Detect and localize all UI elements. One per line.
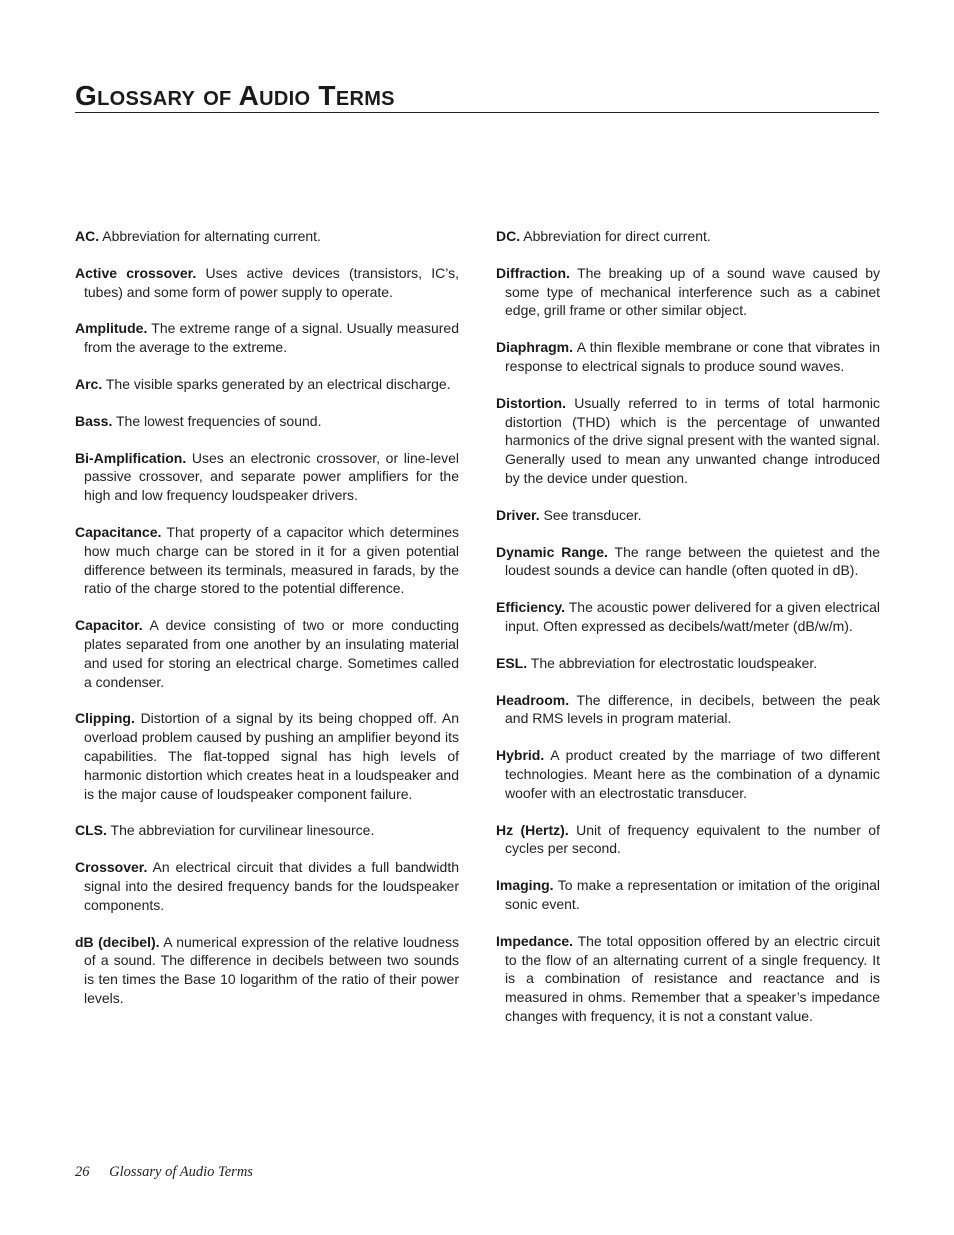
glossary-entry: [496, 876, 880, 914]
glossary-entry: [75, 933, 459, 1008]
glossary-entry: [496, 338, 880, 376]
glossary-definition: An electrical circuit that divides a full bandwidth signal into the desired frequency bands for the loudspeaker components.: [84, 859, 459, 913]
glossary-entry: [496, 746, 880, 802]
glossary-term: Bass.: [75, 412, 113, 429]
glossary-definition: The lowest frequencies of sound.: [116, 412, 322, 429]
glossary-entry: [496, 394, 880, 488]
glossary-term: Impedance.: [496, 932, 574, 949]
glossary-entry: [496, 264, 880, 320]
glossary-definition: The abbreviation for electrostatic loudspeaker.: [530, 654, 818, 671]
glossary-definition: A product created by the marriage of two different technologies. Meant here as the combination of a dynamic woofer with an electrostatic transducer.: [505, 747, 881, 801]
glossary-column-left: [75, 227, 459, 1026]
glossary-entry: [75, 412, 459, 431]
footer-section-title: Glossary of Audio Terms: [109, 1164, 253, 1180]
page-title: Glossary of Audio Terms: [75, 80, 395, 111]
glossary-definition: Uses an electronic crossover, or line-level passive crossover, and separate power amplifiers for the high and low frequency loudspeaker drivers.: [84, 449, 459, 504]
glossary-entry: [496, 506, 880, 525]
page-number: 26: [75, 1164, 90, 1180]
glossary-term: Headroom.: [496, 691, 570, 708]
glossary-entry: [75, 523, 459, 598]
glossary-entry: [75, 858, 459, 914]
glossary-entry: [496, 654, 880, 673]
glossary-definition: A device consisting of two or more conducting plates separated from one another by an insulating material and used for storing an electrical charge. Sometimes called a condenser.: [84, 617, 459, 690]
glossary-entry: [75, 709, 459, 803]
glossary-term: dB (decibel).: [75, 933, 160, 950]
glossary-term: Efficiency.: [496, 599, 565, 616]
glossary-definition: A numerical expression of the relative loudness of a sound. The difference in decibels between two sounds is ten times the Base 10 logarithm of the ratio of their power levels.: [84, 933, 459, 1006]
glossary-entry: [75, 264, 459, 302]
glossary-term: Arc.: [75, 375, 103, 392]
glossary-entry: [75, 616, 459, 691]
glossary-term: Clipping.: [75, 710, 135, 727]
glossary-term: Bi-Amplification.: [75, 449, 187, 466]
glossary-term: Capacitance.: [75, 523, 162, 540]
glossary-definition: Unit of frequency equivalent to the number of cycles per second.: [505, 821, 880, 857]
glossary-entry: [496, 821, 880, 859]
glossary-term: Active crossover.: [75, 264, 197, 281]
glossary-definition: The abbreviation for curvilinear linesource.: [110, 822, 375, 839]
glossary-entry: [75, 319, 459, 357]
glossary-definition: Abbreviation for direct current.: [523, 228, 711, 244]
glossary-definition: A thin flexible membrane or cone that vibrates in response to electrical signals to produce sound waves.: [505, 339, 881, 374]
glossary-term: ESL.: [496, 654, 528, 671]
glossary-term: DC.: [496, 228, 521, 244]
glossary-entry: [496, 932, 880, 1026]
glossary-entry: [75, 227, 459, 246]
glossary-term: Crossover.: [75, 859, 148, 876]
glossary-term: Distortion.: [496, 394, 566, 411]
glossary-definition: The total opposition offered by an electric circuit to the flow of an alternating current of a single frequency. It is a combination of resistance and reactance and is measured in ohms. Remember that a speaker’s impedance changes with frequency, it is not a constant value.: [505, 932, 880, 1024]
glossary-entry: [496, 543, 880, 581]
glossary-definition: The acoustic power delivered for a given electrical input. Often expressed as decibels/watt/meter (dB/w/m).: [505, 599, 880, 634]
glossary-column-right: [496, 227, 880, 1044]
glossary-entry: [75, 821, 459, 840]
glossary-term: Amplitude.: [75, 320, 148, 337]
glossary-definition: The range between the quietest and the loudest sounds a device can handle (often quoted in dB).: [505, 543, 880, 579]
glossary-entry: [75, 449, 459, 505]
glossary-definition: Abbreviation for alternating current.: [102, 228, 321, 244]
glossary-term: Diffraction.: [496, 264, 570, 281]
glossary-term: Driver.: [496, 506, 540, 523]
glossary-term: Hz (Hertz).: [496, 821, 569, 838]
page-header: [75, 78, 879, 113]
glossary-definition: The extreme range of a signal. Usually measured from the average to the extreme.: [84, 320, 459, 356]
glossary-term: Capacitor.: [75, 617, 143, 634]
glossary-definition: Uses active devices (transistors, IC’s, tubes) and some form of power supply to operate.: [84, 264, 459, 300]
glossary-entry: [496, 227, 880, 246]
glossary-term: Hybrid.: [496, 747, 545, 764]
glossary-definition: That property of a capacitor which determines how much charge can be stored in it for a given potential difference between its terminals, measured in farads, by the ratio of the charge stored to the potential difference.: [84, 523, 459, 597]
glossary-definition: See transducer.: [543, 506, 642, 523]
glossary-term: Imaging.: [496, 877, 554, 894]
glossary-definition: Distortion of a signal by its being chopped off. An overload problem caused by pushing an amplifier beyond its capabilities. The flat-topped signal has high levels of harmonic distortion which creates heat in a loudspeaker and is the major cause of loudspeaker component failure.: [84, 710, 459, 802]
glossary-term: AC.: [75, 228, 100, 244]
glossary-definition: The visible sparks generated by an electrical discharge.: [105, 375, 451, 392]
glossary-term: Dynamic Range.: [496, 543, 608, 560]
glossary-entry: [75, 375, 459, 394]
glossary-definition: To make a representation or imitation of the original sonic event.: [505, 877, 880, 912]
glossary-entry: [496, 598, 880, 636]
glossary-entry: [496, 691, 880, 729]
glossary-term: Diaphragm.: [496, 339, 574, 356]
glossary-definition: Usually referred to in terms of total harmonic distortion (THD) which is the percentage of unwanted harmonics of the drive signal present with the wanted signal. Generally used to mean any unwanted change introduced by the device under question.: [505, 394, 880, 486]
glossary-term: CLS.: [75, 822, 107, 839]
glossary-definition: The difference, in decibels, between the peak and RMS levels in program material.: [505, 691, 881, 727]
glossary-definition: The breaking up of a sound wave caused by some type of mechanical interference such as a cabinet edge, grill frame or other similar object.: [505, 264, 880, 319]
page-footer: [75, 1164, 253, 1181]
